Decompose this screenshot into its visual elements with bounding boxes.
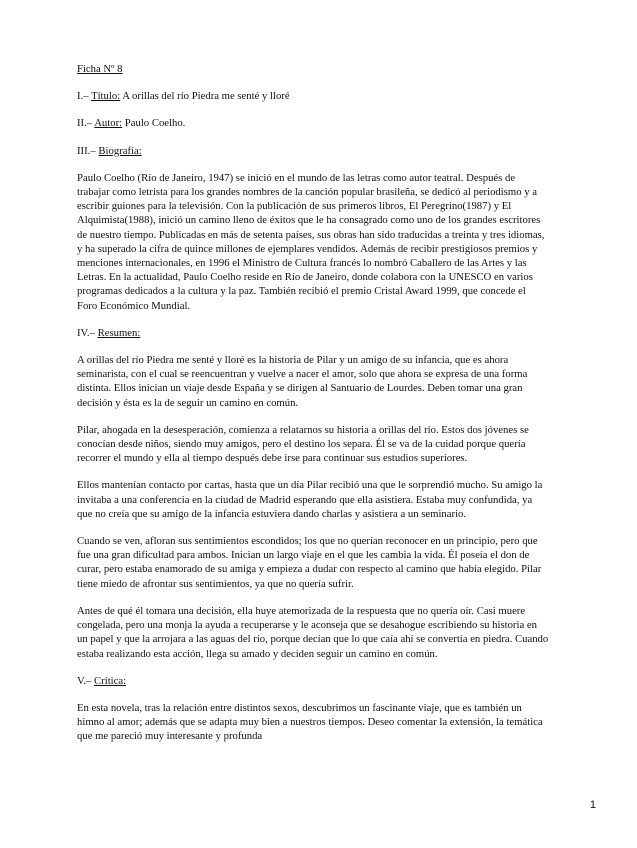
text-line: Ellos mantenían contacto por cartas, hasta que un día Pilar recibió una que le sorprendió mucho. Su amigo la	[77, 479, 543, 492]
text-line: conocían desde niños, siendo muy amigos, pero el destino los separa. Él se va de la cuidad porque quería	[77, 438, 526, 451]
resumen-paragraph-4	[77, 534, 579, 591]
text-line: escribir guiones para la televisión. Con la publicación de sus primeros libros, El Peregrino(1987) y El	[77, 200, 512, 213]
biografia-label: Biografía:	[98, 144, 142, 157]
text-line: congelada, pero una monja la ayuda a recuperarse y le aconseja que se desahogue escribiendo su historia en	[77, 619, 537, 632]
resumen-paragraph-5	[77, 604, 579, 661]
resumen-label: Resumen:	[97, 326, 141, 339]
text-line: En esta novela, tras la relación entre distintos sexos, descubrimos un fascinante viaje, que es también un	[77, 701, 522, 714]
text-line: tiene miedo de afrontar sus sentimientos, ya que no quería sufrir.	[77, 577, 354, 590]
critica-paragraph	[77, 701, 579, 744]
titulo-section	[77, 89, 579, 103]
biografia-prefix: III.–	[77, 144, 99, 157]
text-line: que me pareció muy interesante y profunda	[77, 730, 263, 743]
text-line: recorrer el mundo y ella al tiempo después debe irse para continuar sus estudios superiores.	[77, 452, 468, 465]
text-line: invitaba a una conferencia en la ciudad de Madrid esperando que ella asistiera. Estaba muy confundida, ya	[77, 493, 533, 506]
biografia-paragraph	[77, 171, 579, 313]
text-line: himno al amor; además que se adapta muy bien a nuestros tiempos. Deseo comentar la extensión, la temática	[77, 716, 543, 729]
text-line: un papel y que la arrojara a las aguas del río, porque decían que lo que caía ahí se convertía en piedra. Cuando	[77, 633, 549, 646]
autor-value: Paulo Coelho.	[122, 117, 186, 130]
text-line: estaba realizando esta acción, llega su amado y deciden seguir un camino en común.	[77, 647, 438, 660]
text-line: seminarista, con el cual se reencuentran y vuelve a nacer el amor, solo que ahora se expresa de una forma	[77, 368, 528, 381]
text-line: Pilar, ahogada en la desesperación, comienza a relatarnos su historia a orillas del río. Estos dos jóvenes se	[77, 423, 529, 436]
text-line: Cuando se ven, afloran sus sentimientos escondidos; los que no querían reconocer en un principio, pero que	[77, 535, 538, 548]
ficha-label: Ficha Nº 8	[77, 63, 123, 75]
text-line: Paulo Coelho (Río de Janeiro, 1947) se inició en el mundo de las letras como autor teatral. Después de	[77, 171, 516, 184]
text-line: A orillas del río Piedra me senté y lloré es la historia de Pilar y un amigo de su infancia, que es ahora	[77, 354, 509, 367]
text-line: curar, pero estaba enamorado de su amiga y empieza a dudar con respecto al camino que había elegido. Pilar	[77, 563, 542, 576]
biografia-heading	[77, 144, 579, 158]
text-line: Letras. En la actualidad, Paulo Coelho reside en Río de Janeiro, donde colabora con la UNESCO en varios	[77, 271, 533, 284]
text-line: distinta. Ellos inician un viaje desde España y se dirigen al Santuario de Lourdes. Deben tomar una gran	[77, 382, 523, 395]
resumen-paragraph-1	[77, 353, 579, 410]
text-line: de nuestro tiempo. Publicadas en más de setenta países, sus obras han sido traducidas a treinta y tres idiomas,	[77, 228, 545, 241]
titulo-prefix: I.–	[77, 90, 92, 103]
resumen-heading	[77, 326, 579, 340]
text-line: programas dedicados a la cultura y la paz. También recibió el premio Cristal Award 1999, que concede el	[77, 285, 526, 298]
text-line: y ha superado la cifra de quince millones de ejemplares vendidos. Además de recibir prestigiosos premios y	[77, 242, 538, 255]
text-line: fue una gran dificultad para ambos. Inician un largo viaje en el que les cambia la vida. Él poseía el don de	[77, 549, 530, 562]
autor-section	[77, 116, 579, 130]
ficha-heading	[77, 62, 579, 76]
critica-label: Crítica:	[94, 674, 127, 687]
text-line: menciones internacionales, en 1996 el Ministro de Cultura francés lo nombró Caballero de las Artes y las	[77, 257, 527, 270]
text-line: Antes de qué él tomara una decisión, ella huye atemorizada de la respuesta que no quería oír. Casi muere	[77, 604, 526, 617]
resumen-prefix: IV.–	[77, 326, 98, 339]
critica-prefix: V.–	[77, 674, 95, 687]
autor-prefix: II.–	[77, 117, 95, 130]
text-line: trabajar como letrista para los grandes nombres de la canción popular brasileña, se dedicó al periodismo y a	[77, 186, 537, 199]
text-line: Foro Económico Mundial.	[77, 299, 191, 312]
critica-heading	[77, 674, 579, 688]
text-line: que no creía que su amigo de la infancia estuviera dando charlas y asistiera a un seminario.	[77, 507, 467, 520]
resumen-paragraph-2	[77, 423, 579, 466]
text-line: decisión y ésta es la de seguir un camino en común.	[77, 396, 299, 409]
autor-label: Autor:	[94, 117, 123, 130]
resumen-paragraph-3	[77, 478, 579, 521]
titulo-value: A orillas del río Piedra me senté y lloré	[120, 90, 290, 103]
titulo-label: Título:	[91, 90, 121, 103]
page-number: 1	[589, 799, 596, 811]
document-body	[77, 62, 579, 757]
text-line: Alquimista(1988), inició un camino lleno de éxitos que le ha consagrado como uno de los grandes escritores	[77, 214, 541, 227]
